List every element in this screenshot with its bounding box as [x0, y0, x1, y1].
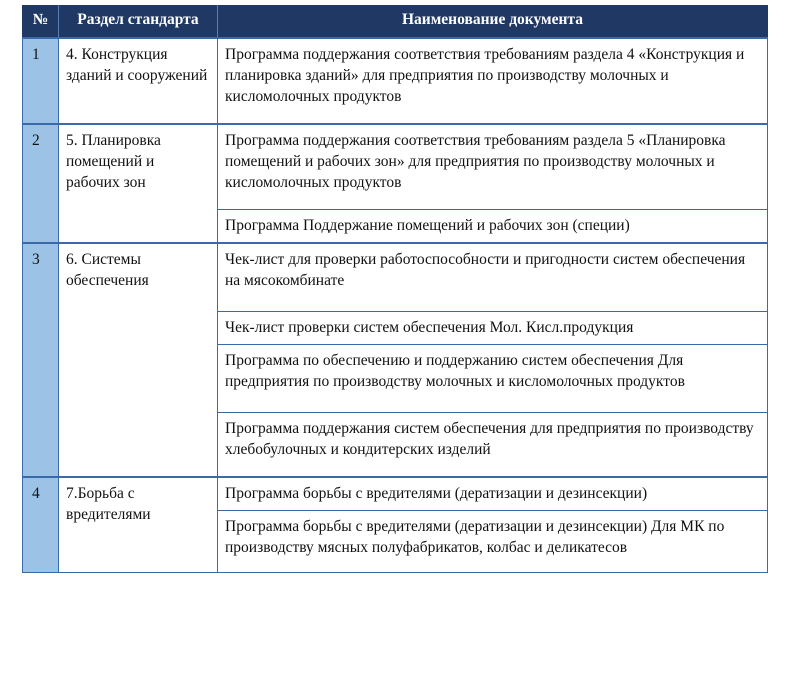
header-section: Раздел стандарта [59, 6, 218, 39]
document-name: Программа Поддержание помещений и рабочих зон (специи) [218, 210, 768, 244]
document-name: Программа поддержания соответствия требованиям раздела 5 «Планировка помещений и рабочих зон» для предприятия по производству молочных и кисломолочных продуктов [218, 124, 768, 210]
row-number: 3 [23, 243, 59, 477]
row-number: 1 [23, 38, 59, 124]
header-num: № [23, 6, 59, 39]
document-name: Чек-лист для проверки работоспособности и пригодности систем обеспечения на мясокомбинате [218, 243, 768, 312]
document-name: Программа по обеспечению и поддержанию систем обеспечения Для предприятия по производству молочных и кисломолочных продуктов [218, 345, 768, 413]
table-row [23, 38, 768, 124]
table-row [23, 477, 768, 511]
document-name: Чек-лист проверки систем обеспечения Мол. Кисл.продукция [218, 312, 768, 345]
document-name: Программа борьбы с вредителями (дератизации и дезинсекции) [218, 477, 768, 511]
standard-section: 4. Конструкция зданий и сооружений [59, 38, 218, 124]
table-row [23, 124, 768, 210]
standard-section: 5. Планировка помещений и рабочих зон [59, 124, 218, 243]
document-name: Программа борьбы с вредителями (дератизации и дезинсекции) Для МК по производству мясных полуфабрикатов, колбас и деликатесов [218, 511, 768, 573]
table-body [23, 38, 768, 573]
row-number: 2 [23, 124, 59, 243]
row-number: 4 [23, 477, 59, 573]
table-header-row [23, 6, 768, 39]
standard-section: 7.Борьба с вредителями [59, 477, 218, 573]
document-name: Программа поддержания соответствия требованиям раздела 4 «Конструкция и планировка зданий» для предприятия по производству молочных и кисломолочных продуктов [218, 38, 768, 124]
standard-section: 6. Системы обеспечения [59, 243, 218, 477]
table-row [23, 243, 768, 312]
header-document: Наименование документа [218, 6, 768, 39]
document-name: Программа поддержания систем обеспечения для предприятия по производству хлебобулочных и кондитерских изделий [218, 413, 768, 478]
document-table [22, 5, 768, 573]
